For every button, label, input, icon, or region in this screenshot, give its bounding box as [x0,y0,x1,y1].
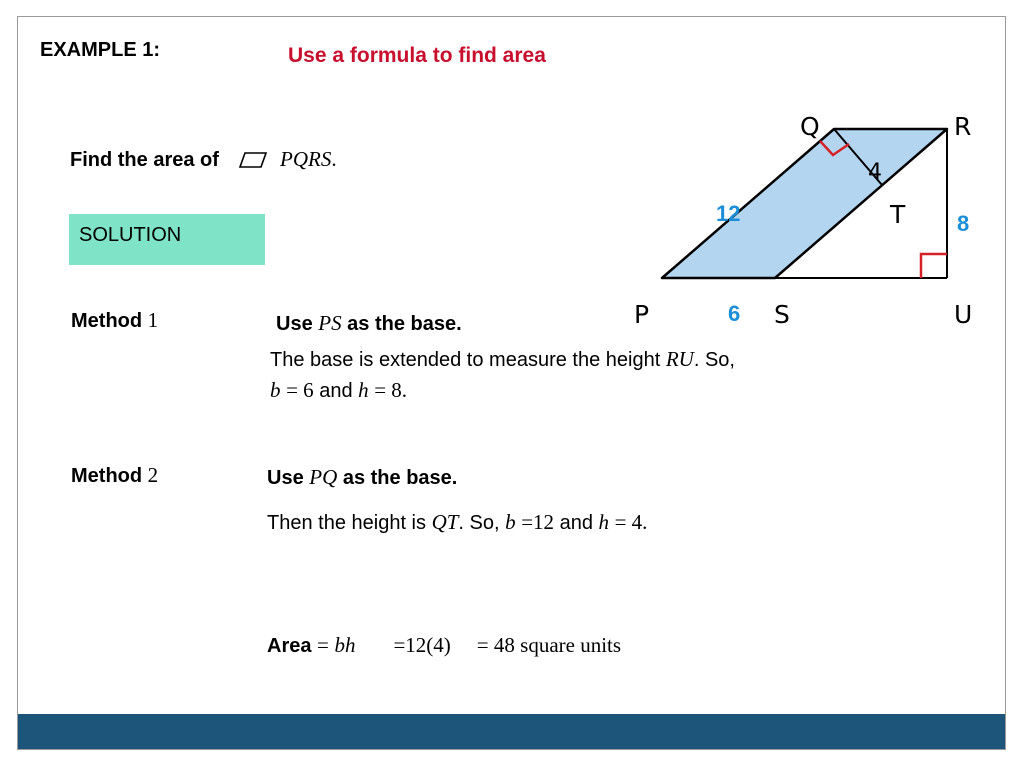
method2-heading [267,465,457,490]
area-formula-bh: bh [334,633,356,657]
method1-eq-b: = 6 [286,378,314,402]
method2-body [267,510,647,535]
right-angle-mark-u [921,254,947,278]
method1-heading-pre: Use [276,313,313,335]
method2-word: Method [71,465,143,487]
area-result: = 48 square units [476,633,622,657]
method1-var-h: h [358,378,369,402]
method2-label [71,463,158,488]
vertex-label-q: Q [800,113,820,141]
method1-and: and [319,380,353,402]
slide-title: Use a formula to find area [288,44,546,67]
method1-line2 [270,375,735,406]
vertex-label-p: P [634,300,650,329]
method1-heading-post: as the base. [347,313,462,335]
slide [17,16,1006,750]
method1-word: Method [71,310,143,332]
problem-prompt [70,147,337,175]
parallelogram-diagram [614,113,994,333]
method1-label [71,308,158,333]
method2-var-h: h [598,510,610,534]
method2-and: and [559,512,593,534]
method2-body-var: QT [431,510,459,534]
footer-bar [18,714,1005,749]
figure-name: PQRS [280,147,332,171]
method2-var-b: b [505,510,516,534]
vertex-label-t: T [890,200,906,229]
method1-body [270,344,735,406]
method2-heading-var: PQ [309,465,338,489]
parallelogram-icon [238,151,268,175]
method2-number: 2 [147,463,159,487]
method1-line1 [270,344,735,375]
measure-label-qt: 4 [868,160,882,185]
method2-eq-b: =12 [521,510,555,534]
area-label: Area [267,635,312,657]
measure-label-ru: 8 [957,211,970,236]
method1-heading [276,311,462,336]
method2-heading-pre: Use [267,467,304,489]
prompt-period: . [331,147,337,171]
area-eq: = [317,633,329,657]
method2-eq-h: = 4. [614,510,648,534]
method1-number: 1 [147,308,159,332]
method1-line1-text: The base is extended to measure the height [270,349,661,371]
method1-heading-var: PS [318,311,342,335]
example-label: EXAMPLE 1: [40,39,161,61]
area-formula [267,633,621,658]
measure-label-pq: 12 [716,201,741,226]
vertex-label-u: U [954,300,973,329]
prompt-lead: Find the area of [70,149,219,171]
solution-box [69,214,265,265]
measure-label-ps: 6 [728,301,741,326]
method2-body-text: Then the height is [267,512,426,534]
vertex-label-r: R [954,113,972,141]
area-step: =12(4) [393,633,451,657]
solution-label: SOLUTION [79,224,182,246]
method1-line1-end: . So, [693,349,735,371]
method1-eq-h: = 8. [374,378,408,402]
method1-line1-var: RU [665,347,694,371]
method1-var-b: b [270,378,281,402]
method2-heading-post: as the base. [342,467,458,489]
vertex-label-s: S [774,300,790,329]
method2-body-so: . So, [458,512,500,534]
